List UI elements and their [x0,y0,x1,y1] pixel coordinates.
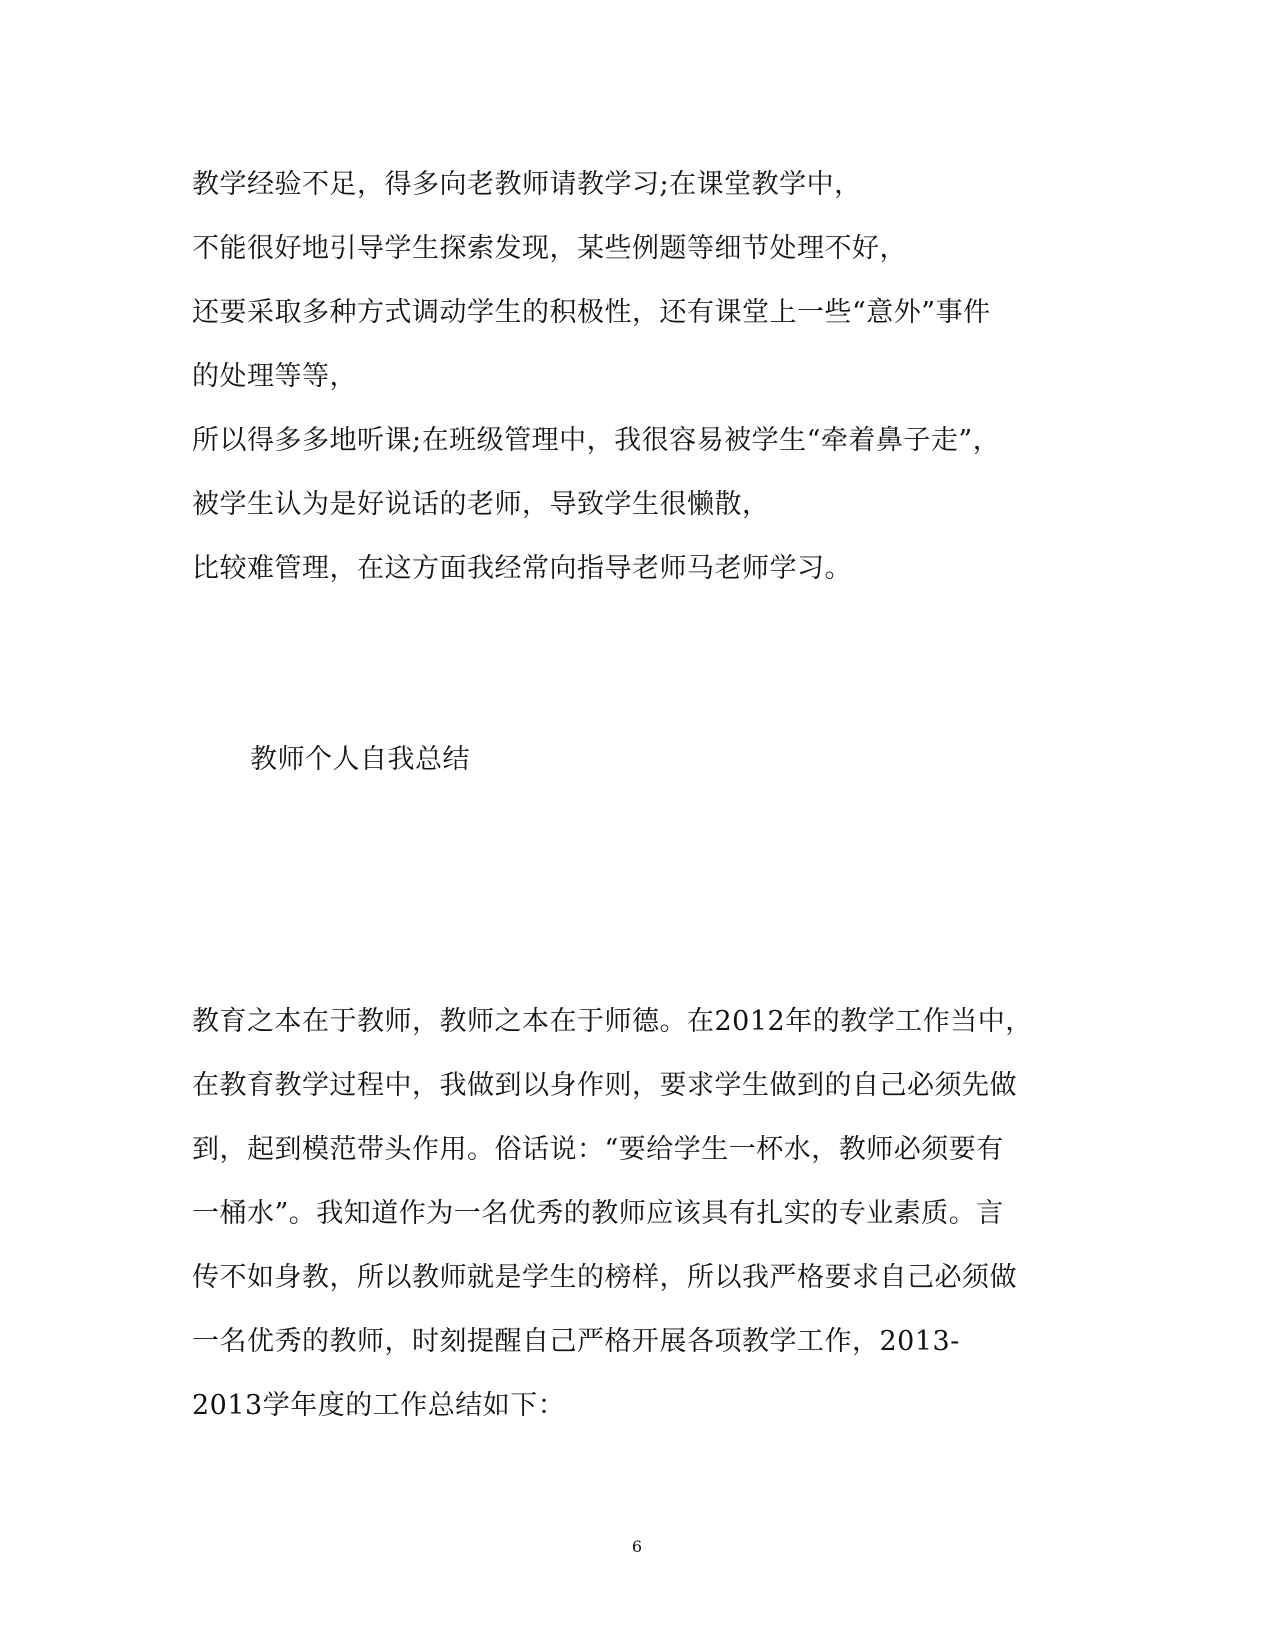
section-heading: 教师个人自我总结 [250,744,470,775]
page-number: 6 [631,1537,643,1556]
paragraph-1-line-6: 被学生认为是好说话的老师，导致学生很懒散， [192,489,770,520]
paragraph-2-line-1: 教育之本在于教师，教师之本在于师德。在2012年的教学工作当中， [192,1006,1033,1037]
paragraph-1-line-2: 不能很好地引导学生探索发现，某些例题等细节处理不好， [192,233,907,264]
paragraph-2-line-5: 传不如身教，所以教师就是学生的榜样，所以我严格要求自己必须做 [192,1262,1017,1293]
paragraph-2-line-2: 在教育教学过程中，我做到以身作则，要求学生做到的自己必须先做 [192,1070,1017,1101]
paragraph-2-line-3: 到，起到模范带头作用。俗话说：“要给学生一杯水，教师必须要有 [192,1134,1004,1165]
paragraph-1-line-5: 所以得多多地听课;在班级管理中，我很容易被学生“牵着鼻子走”， [192,425,1001,456]
paragraph-1-line-7: 比较难管理，在这方面我经常向指导老师马老师学习。 [192,553,852,584]
paragraph-2-line-7: 2013学年度的工作总结如下： [192,1390,566,1421]
paragraph-1-line-4: 的处理等等， [192,361,357,392]
paragraph-2-line-6: 一名优秀的教师，时刻提醒自己严格开展各项教学工作，2013- [192,1326,960,1357]
paragraph-1-line-3: 还要采取多种方式调动学生的积极性，还有课堂上一些“意外”事件 [192,297,991,328]
paragraph-2-line-4: 一桶水”。我知道作为一名优秀的教师应该具有扎实的专业素质。言 [192,1198,1004,1229]
paragraph-1-line-1: 教学经验不足，得多向老教师请教学习;在课堂教学中， [192,169,862,200]
